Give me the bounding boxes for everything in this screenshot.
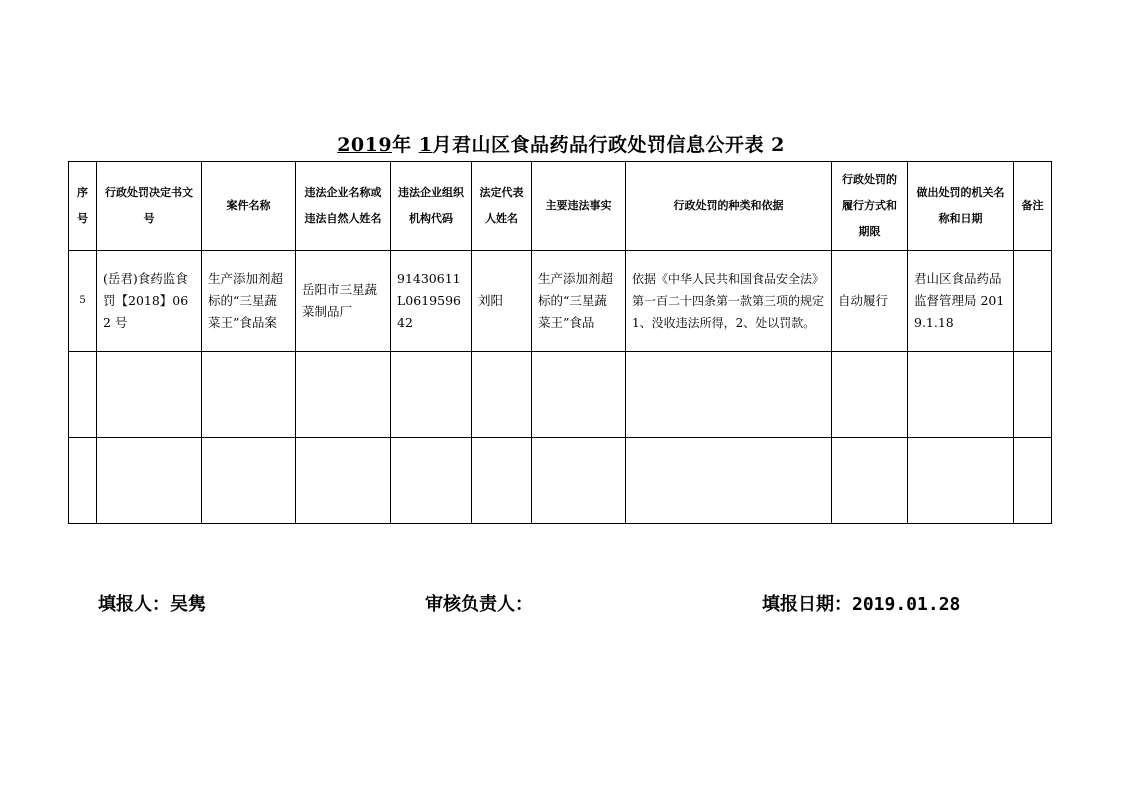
filler-field [98, 590, 206, 616]
table-header-row [69, 162, 1052, 251]
date-value: 2019.01.28 [852, 594, 961, 615]
cell-execution: 自动履行 [832, 251, 908, 352]
header-case-name: 案件名称 [202, 162, 296, 251]
header-enterprise: 违法企业名称或违法自然人姓名 [296, 162, 391, 251]
date-field [762, 590, 960, 616]
filler-label: 填报人： [98, 594, 170, 615]
filler-name: 吴隽 [170, 594, 206, 615]
header-facts: 主要违法事实 [532, 162, 626, 251]
document-title [0, 130, 1122, 157]
header-legal-rep: 法定代表人姓名 [472, 162, 532, 251]
date-label: 填报日期： [762, 594, 852, 615]
cell-penalty: 依据《中华人民共和国食品安全法》第一百二十四条第一款第三项的规定 1、没收违法所得，2、处以罚款。 [626, 251, 832, 352]
header-seq: 序号 [69, 162, 97, 251]
cell-legal-rep: 刘阳 [472, 251, 532, 352]
cell-facts: 生产添加剂超标的“三星蔬菜王”食品 [532, 251, 626, 352]
cell-doc-no: (岳君)食药监食罚【2018】062 号 [97, 251, 202, 352]
title-rest: 月君山区食品药品行政处罚信息公开表 2 [432, 134, 785, 156]
header-remark: 备注 [1014, 162, 1052, 251]
header-org-code: 违法企业组织机构代码 [391, 162, 472, 251]
title-year-suffix: 年 [392, 134, 412, 156]
header-penalty: 行政处罚的种类和依据 [626, 162, 832, 251]
cell-case-name: 生产添加剂超标的“三星蔬菜王”食品案 [202, 251, 296, 352]
table-row [69, 251, 1052, 352]
cell-remark [1014, 251, 1052, 352]
title-month: 1 [418, 134, 433, 156]
table-row-empty [69, 438, 1052, 524]
header-authority: 做出处罚的机关名称和日期 [908, 162, 1014, 251]
cell-authority: 君山区食品药品监督管理局 2019.1.18 [908, 251, 1014, 352]
title-year: 2019 [337, 134, 393, 156]
cell-org-code: 91430611L061959642 [391, 251, 472, 352]
penalty-table [68, 161, 1052, 524]
header-execution: 行政处罚的履行方式和期限 [832, 162, 908, 251]
reviewer-label: 审核负责人： [425, 594, 533, 615]
reviewer-field [425, 590, 533, 616]
header-doc-no: 行政处罚决定书文号 [97, 162, 202, 251]
table-row-empty [69, 352, 1052, 438]
cell-seq: 5 [69, 251, 97, 352]
cell-enterprise: 岳阳市三星蔬菜制品厂 [296, 251, 391, 352]
